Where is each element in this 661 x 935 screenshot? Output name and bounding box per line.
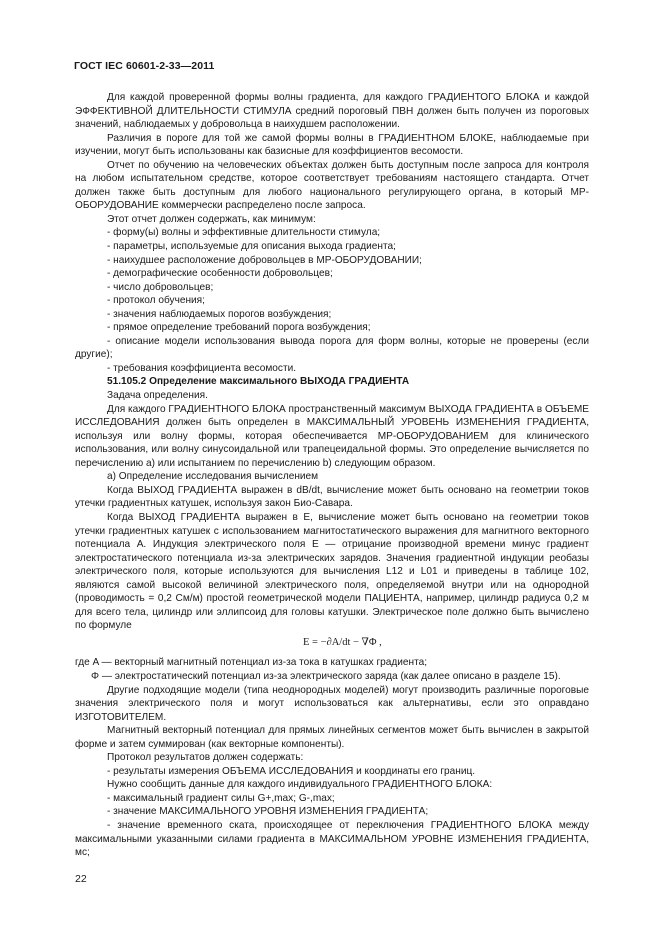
paragraph: - прямое определение требований порога возбуждения; bbox=[107, 322, 371, 334]
paragraph: Этот отчет должен содержать, как минимум: bbox=[107, 213, 316, 225]
paragraph: - описание модели использования вывода порога для форм волны, которые не проверены (если другие); bbox=[75, 335, 589, 361]
paragraph: - значение МАКСИМАЛЬНОГО УРОВНЯ ИЗМЕНЕНИЯ ГРАДИЕНТА; bbox=[107, 806, 429, 818]
paragraph: - значение временного ската, происходящее от переключения ГРАДИЕНТНОГО БЛОКА между максимальными указанными силами градиента в МАКСИМАЛЬНОМ УРОВНЕ ИЗМЕНЕНИЯ ГРАДИЕНТА, мс; bbox=[75, 819, 589, 859]
paragraph: где A — векторный магнитный потенциал из-за тока в катушках градиента; bbox=[75, 657, 428, 669]
paragraph: - демографические особенности добровольцев; bbox=[107, 268, 333, 280]
paragraph: - максимальный градиент силы G+,max; G-,max; bbox=[107, 792, 335, 804]
paragraph: Отчет по обучению на человеческих объектах должен быть доступным после запроса для контроля на любом испытательном средстве, которое соответствует требованиям настоящего стандарта. Отчет должен также быть доступным для любого национального регулирующего органа, в который МР-ОБОРУДОВАНИЕ коммерчески распределено после запроса. bbox=[75, 159, 589, 212]
paragraph: а) Определение исследования вычислением bbox=[107, 471, 319, 483]
document-header: ГОСТ IEC 60601-2-33—2011 bbox=[74, 60, 215, 72]
paragraph: - результаты измерения ОБЪЕМА ИССЛЕДОВАНИЯ и координаты его границ. bbox=[107, 765, 476, 777]
paragraph: - значения наблюдаемых порогов возбуждения; bbox=[107, 308, 332, 320]
formula: E = −∂A/dt − ∇Φ , bbox=[303, 636, 382, 648]
paragraph: Задача определения. bbox=[107, 390, 208, 402]
paragraph: Для каждого ГРАДИЕНТНОГО БЛОКА пространственный максимум ВЫХОДА ГРАДИЕНТА в ОБЪЕМЕ ИССЛЕДОВАНИЯ должен быть определен в МАКСИМАЛЬНЫЙ УРОВЕНЬ ИЗМЕНЕНИЯ ГРАДИЕНТА, используя или волну формы, которая обеспечивается МР-ОБОРУДОВАНИЕМ для клинического использования, или волну синусоидальной или трапецеидальной формы. Это определение вычисляется по перечислению а) или испытанием по перечислению b) следующим образом. bbox=[75, 403, 589, 469]
paragraph: Когда ВЫХОД ГРАДИЕНТА выражен в dB/dt, вычисление может быть основано на геометрии токов утечки градиентных катушек, используя закон Био-Савара. bbox=[75, 484, 589, 510]
page-number: 22 bbox=[75, 873, 87, 885]
paragraph: - требования коэффициента весомости. bbox=[107, 362, 297, 374]
paragraph: - наихудшее расположение добровольцев в МР-ОБОРУДОВАНИИ; bbox=[107, 254, 422, 266]
paragraph: Протокол результатов должен содержать: bbox=[107, 752, 304, 764]
paragraph: Различия в пороге для той же самой формы волны в ГРАДИЕНТНОМ БЛОКЕ, наблюдаемые при изучении, могут быть использованы как базисные для коэффициентов весомости. bbox=[75, 132, 589, 158]
document-body bbox=[75, 91, 589, 860]
paragraph: Магнитный векторный потенциал для прямых линейных сегментов может быть вычислен в закрытой форме и затем суммирован (как векторные компоненты). bbox=[75, 725, 589, 750]
paragraph: Когда ВЫХОД ГРАДИЕНТА выражен в E, вычисление может быть основано на геометрии токов утечки градиентных катушек с использованием магнитостатического выражения для магнитного векторного потенциала A. Индукция электрического поля E — отрицание производной времени минус градиент электростатического потенциала из-за электрических зарядов. Значения градиентной индукции реобазы электрического поля, которые используются для вычисления L12 и L01 и приведены в таблице 102, являются самой высокой величиной электрического поля, определяемой внутри или на однородной (проводимость = 0,2 См/м) простой геометрической модели ПАЦИЕНТА, например, цилиндр радиуса 0,2 м для всего тела, цилиндр или эллипсоид для головы катушки. Электрическое поле должно быть вычислено по формуле bbox=[75, 511, 589, 632]
paragraph: - форму(ы) волны и эффективные длительности стимула; bbox=[107, 227, 381, 239]
paragraph: - протокол обучения; bbox=[107, 295, 205, 307]
paragraph: Для каждой проверенной формы волны градиента, для каждого ГРАДИЕНТОГО БЛОКА и каждой ЭФФЕКТИВНОЙ ДЛИТЕЛЬНОСТИ СТИМУЛА средний пороговый ПВН должен быть получен из пороговых значений, наблюдаемых у добровольца в наихудшем расположении. bbox=[75, 92, 589, 131]
paragraph: Нужно сообщить данные для каждого индивидуального ГРАДИЕНТНОГО БЛОКА: bbox=[107, 779, 493, 791]
paragraph: Φ — электростатический потенциал из-за электрического заряда (как далее описано в разделе 15). bbox=[91, 670, 561, 682]
paragraph: 51.105.2 Определение максимального ВЫХОДА ГРАДИЕНТА bbox=[107, 376, 410, 388]
paragraph: - число добровольцев; bbox=[107, 281, 214, 293]
paragraph: - параметры, используемые для описания выхода градиента; bbox=[107, 241, 396, 253]
paragraph: Другие подходящие модели (типа неоднородных моделей) могут производить различные пороговые значения электрического поля и могут использоваться как альтернативы, если это оправдано ИЗГОТОВИТЕЛЕМ. bbox=[75, 684, 589, 723]
